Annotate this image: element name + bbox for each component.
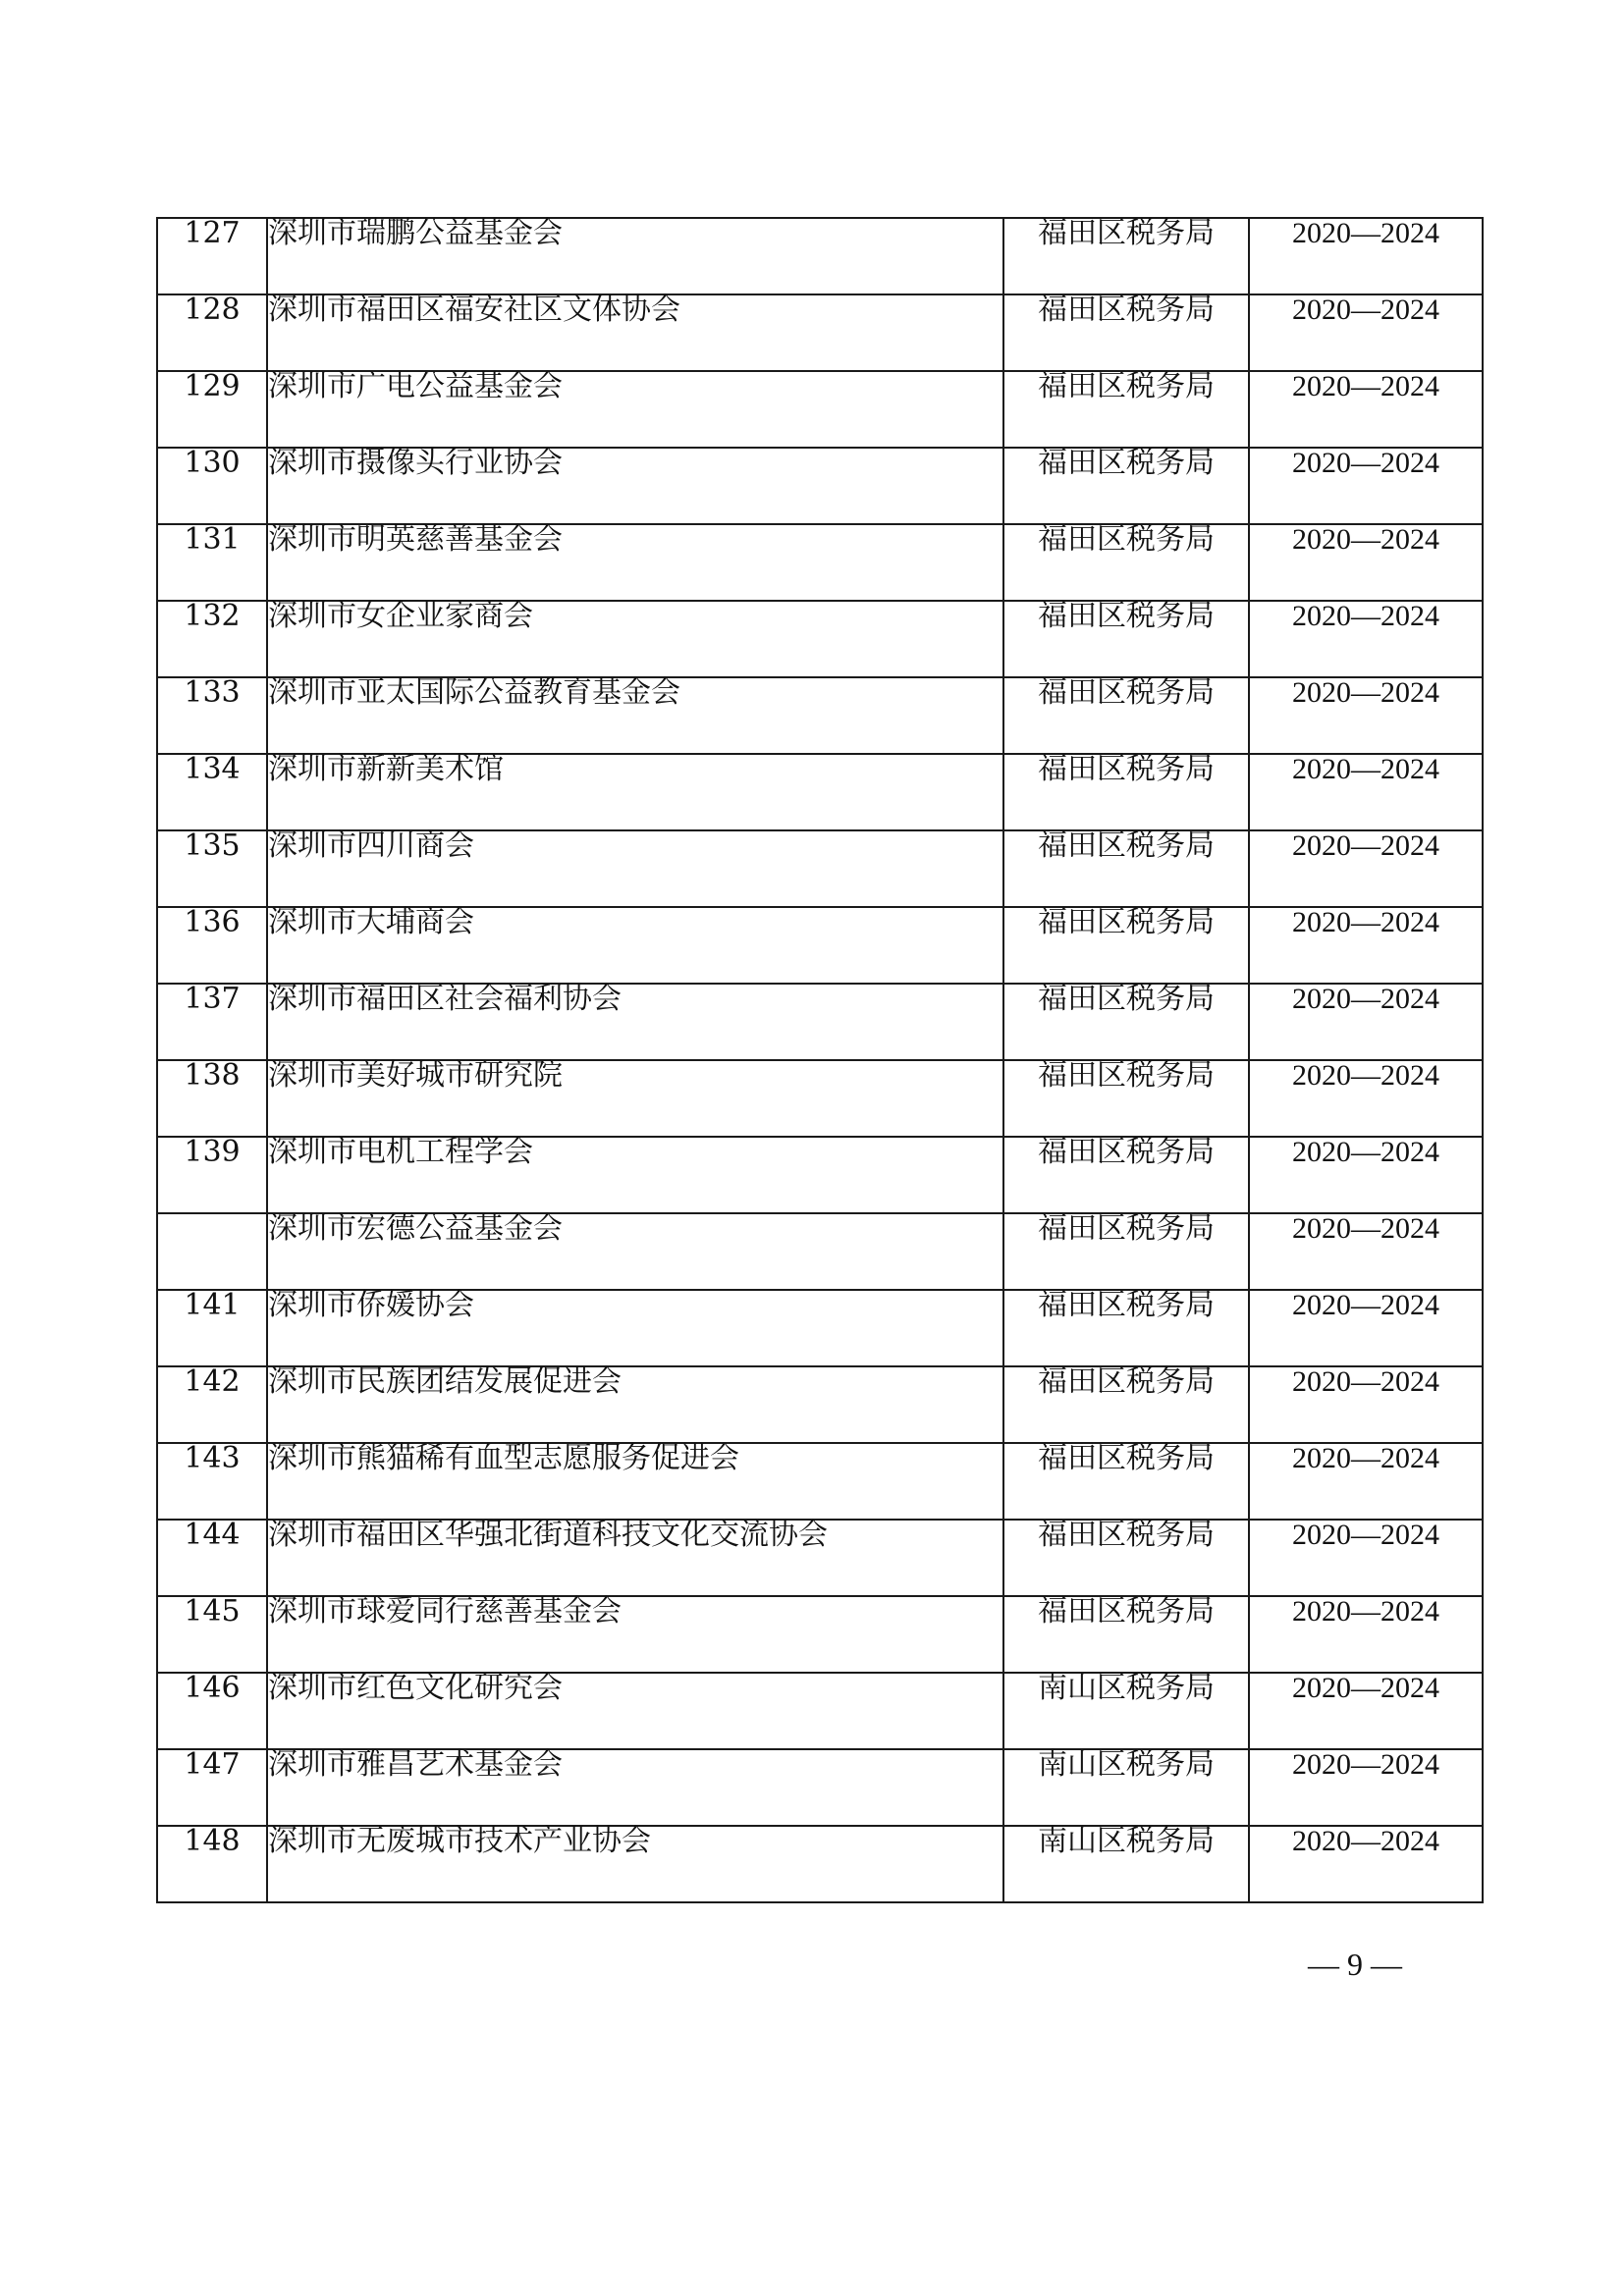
table-row <box>157 1137 1483 1213</box>
row-number-cell: 135 <box>157 830 267 907</box>
row-number-cell <box>157 1213 267 1290</box>
tax-bureau-cell: 南山区税务局 <box>1003 1826 1249 1902</box>
period-cell: 2020—2024 <box>1249 1826 1483 1902</box>
row-number-cell: 142 <box>157 1366 267 1443</box>
table-row <box>157 907 1483 984</box>
period-cell: 2020—2024 <box>1249 1213 1483 1290</box>
tax-bureau-cell: 福田区税务局 <box>1003 524 1249 601</box>
page-number: — 9 — <box>1308 1947 1402 1982</box>
table-row <box>157 218 1483 294</box>
tax-bureau-cell: 福田区税务局 <box>1003 601 1249 677</box>
organization-name-cell: 深圳市电机工程学会 <box>267 1137 1003 1213</box>
organization-name-cell: 深圳市大埔商会 <box>267 907 1003 984</box>
row-number-cell: 138 <box>157 1060 267 1137</box>
row-number-cell: 148 <box>157 1826 267 1902</box>
tax-bureau-cell: 福田区税务局 <box>1003 907 1249 984</box>
period-cell: 2020—2024 <box>1249 524 1483 601</box>
period-cell: 2020—2024 <box>1249 1749 1483 1826</box>
row-number-cell: 133 <box>157 677 267 754</box>
period-cell: 2020—2024 <box>1249 984 1483 1060</box>
row-number-cell: 134 <box>157 754 267 830</box>
table-row <box>157 830 1483 907</box>
table-row <box>157 1366 1483 1443</box>
organization-name-cell: 深圳市红色文化研究会 <box>267 1673 1003 1749</box>
row-number-cell: 132 <box>157 601 267 677</box>
period-cell: 2020—2024 <box>1249 830 1483 907</box>
period-cell: 2020—2024 <box>1249 371 1483 448</box>
period-cell: 2020—2024 <box>1249 448 1483 524</box>
organization-name-cell: 深圳市福田区华强北街道科技文化交流协会 <box>267 1520 1003 1596</box>
tax-bureau-cell: 福田区税务局 <box>1003 1443 1249 1520</box>
table-row <box>157 1290 1483 1366</box>
organization-name-cell: 深圳市福田区福安社区文体协会 <box>267 294 1003 371</box>
tax-bureau-cell: 福田区税务局 <box>1003 1137 1249 1213</box>
tax-bureau-cell: 南山区税务局 <box>1003 1673 1249 1749</box>
organization-name-cell: 深圳市福田区社会福利协会 <box>267 984 1003 1060</box>
organization-name-cell: 深圳市熊猫稀有血型志愿服务促进会 <box>267 1443 1003 1520</box>
table-row <box>157 448 1483 524</box>
row-number-cell: 131 <box>157 524 267 601</box>
tax-bureau-cell: 福田区税务局 <box>1003 448 1249 524</box>
period-cell: 2020—2024 <box>1249 1290 1483 1366</box>
period-cell: 2020—2024 <box>1249 754 1483 830</box>
period-cell: 2020—2024 <box>1249 1673 1483 1749</box>
row-number-cell: 129 <box>157 371 267 448</box>
tax-bureau-cell: 福田区税务局 <box>1003 677 1249 754</box>
tax-bureau-cell: 福田区税务局 <box>1003 1060 1249 1137</box>
table-row <box>157 1673 1483 1749</box>
table-row <box>157 1520 1483 1596</box>
organization-table <box>156 217 1484 1903</box>
table-row <box>157 524 1483 601</box>
table-row <box>157 1443 1483 1520</box>
row-number-cell: 143 <box>157 1443 267 1520</box>
organization-name-cell: 深圳市瑞鹏公益基金会 <box>267 218 1003 294</box>
tax-bureau-cell: 福田区税务局 <box>1003 1520 1249 1596</box>
table-row <box>157 1826 1483 1902</box>
row-number-cell: 145 <box>157 1596 267 1673</box>
table-row <box>157 601 1483 677</box>
period-cell: 2020—2024 <box>1249 1060 1483 1137</box>
organization-name-cell: 深圳市四川商会 <box>267 830 1003 907</box>
organization-name-cell: 深圳市雅昌艺术基金会 <box>267 1749 1003 1826</box>
organization-name-cell: 深圳市广电公益基金会 <box>267 371 1003 448</box>
tax-bureau-cell: 福田区税务局 <box>1003 754 1249 830</box>
tax-bureau-cell: 福田区税务局 <box>1003 1596 1249 1673</box>
period-cell: 2020—2024 <box>1249 1596 1483 1673</box>
row-number-cell: 130 <box>157 448 267 524</box>
row-number-cell: 137 <box>157 984 267 1060</box>
tax-bureau-cell: 南山区税务局 <box>1003 1749 1249 1826</box>
table-row <box>157 677 1483 754</box>
period-cell: 2020—2024 <box>1249 1520 1483 1596</box>
table-row <box>157 1596 1483 1673</box>
table-row <box>157 294 1483 371</box>
organization-name-cell: 深圳市侨媛协会 <box>267 1290 1003 1366</box>
organization-name-cell: 深圳市宏德公益基金会 <box>267 1213 1003 1290</box>
period-cell: 2020—2024 <box>1249 601 1483 677</box>
row-number-cell: 127 <box>157 218 267 294</box>
row-number-cell: 141 <box>157 1290 267 1366</box>
organization-name-cell: 深圳市球爱同行慈善基金会 <box>267 1596 1003 1673</box>
tax-bureau-cell: 福田区税务局 <box>1003 830 1249 907</box>
organization-name-cell: 深圳市摄像头行业协会 <box>267 448 1003 524</box>
organization-name-cell: 深圳市美好城市研究院 <box>267 1060 1003 1137</box>
period-cell: 2020—2024 <box>1249 1366 1483 1443</box>
organization-name-cell: 深圳市明英慈善基金会 <box>267 524 1003 601</box>
row-number-cell: 144 <box>157 1520 267 1596</box>
tax-bureau-cell: 福田区税务局 <box>1003 984 1249 1060</box>
table-row <box>157 1749 1483 1826</box>
organization-name-cell: 深圳市无废城市技术产业协会 <box>267 1826 1003 1902</box>
row-number-cell: 146 <box>157 1673 267 1749</box>
tax-bureau-cell: 福田区税务局 <box>1003 218 1249 294</box>
table-row <box>157 754 1483 830</box>
period-cell: 2020—2024 <box>1249 294 1483 371</box>
table-body <box>157 218 1483 1902</box>
organization-name-cell: 深圳市亚太国际公益教育基金会 <box>267 677 1003 754</box>
period-cell: 2020—2024 <box>1249 677 1483 754</box>
organization-name-cell: 深圳市民族团结发展促进会 <box>267 1366 1003 1443</box>
table-row <box>157 984 1483 1060</box>
period-cell: 2020—2024 <box>1249 1137 1483 1213</box>
tax-bureau-cell: 福田区税务局 <box>1003 1366 1249 1443</box>
row-number-cell: 139 <box>157 1137 267 1213</box>
period-cell: 2020—2024 <box>1249 1443 1483 1520</box>
table-row <box>157 1060 1483 1137</box>
organization-name-cell: 深圳市女企业家商会 <box>267 601 1003 677</box>
table-row <box>157 371 1483 448</box>
tax-bureau-cell: 福田区税务局 <box>1003 371 1249 448</box>
row-number-cell: 128 <box>157 294 267 371</box>
tax-bureau-cell: 福田区税务局 <box>1003 1290 1249 1366</box>
organization-name-cell: 深圳市新新美术馆 <box>267 754 1003 830</box>
table-row <box>157 1213 1483 1290</box>
row-number-cell: 147 <box>157 1749 267 1826</box>
row-number-cell: 136 <box>157 907 267 984</box>
period-cell: 2020—2024 <box>1249 218 1483 294</box>
tax-bureau-cell: 福田区税务局 <box>1003 1213 1249 1290</box>
tax-bureau-cell: 福田区税务局 <box>1003 294 1249 371</box>
period-cell: 2020—2024 <box>1249 907 1483 984</box>
